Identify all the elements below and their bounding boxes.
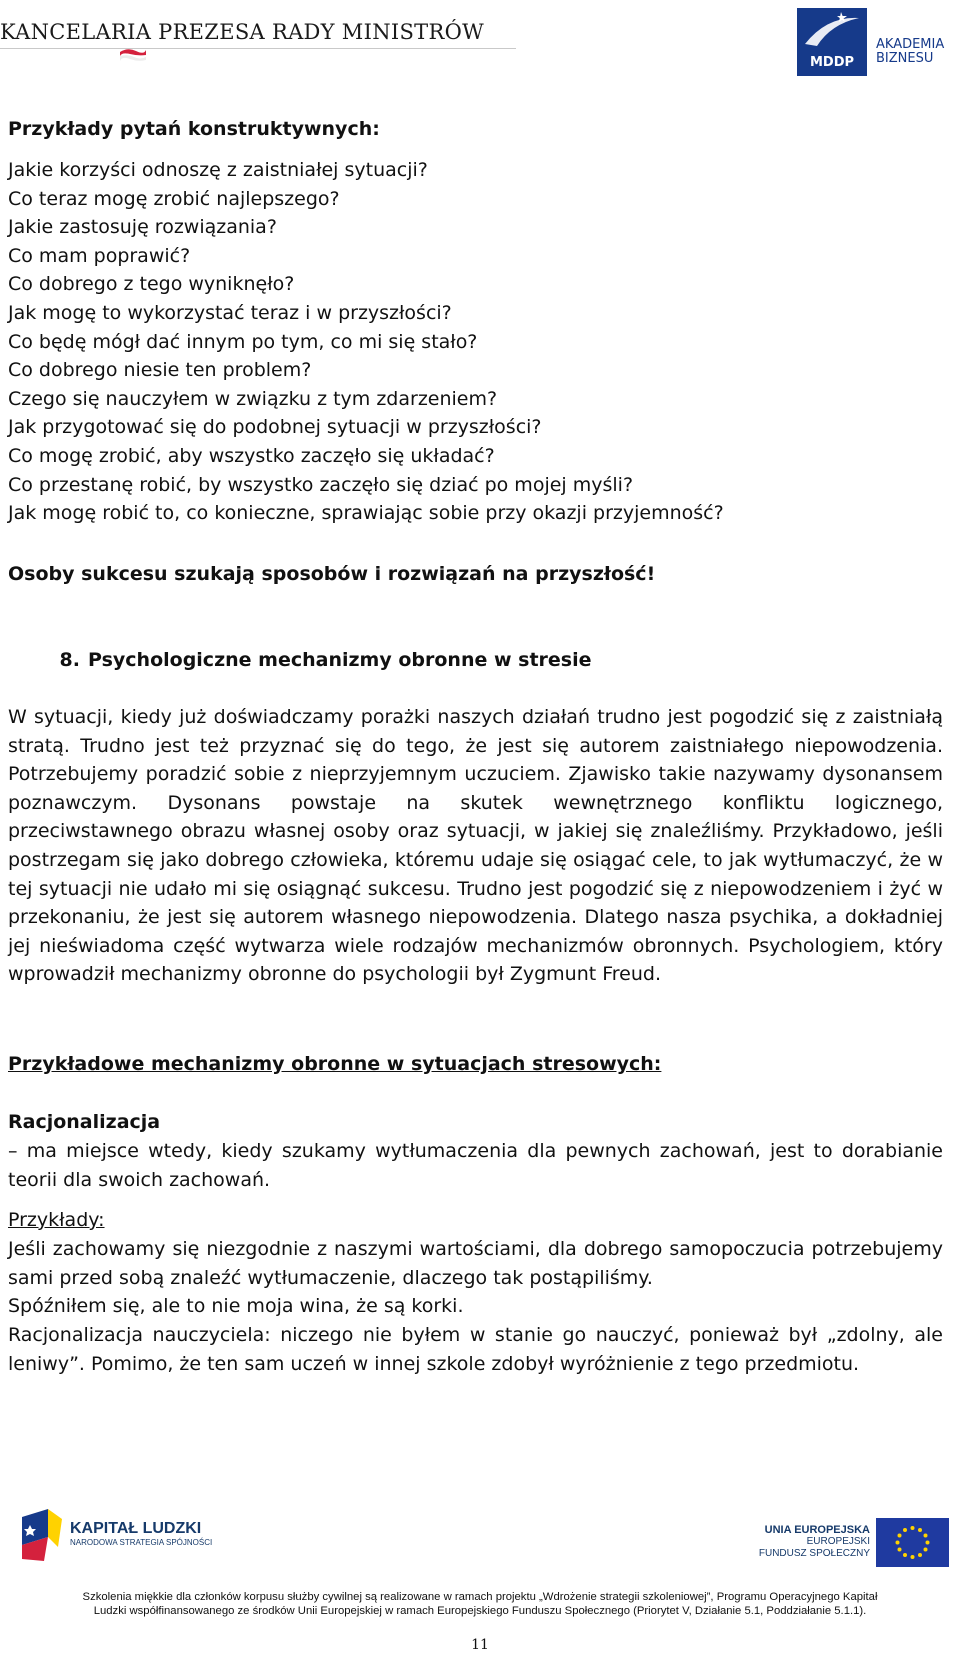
academy-line-1: AKADEMIA (876, 37, 945, 52)
list-item: Jakie korzyści odnoszę z zaistniałej sytuacji? (8, 159, 428, 181)
examples-heading: Przykładowe mechanizmy obronne w sytuacjach stresowych: (8, 1053, 662, 1075)
list-item: Co mogę zrobić, aby wszystko zaczęło się układać? (8, 444, 495, 467)
academy-logo-text (876, 38, 944, 66)
kapital-ludzki-logo (18, 1507, 66, 1563)
mechanism-definition: – ma miejsce wtedy, kiedy szukamy wytłumaczenia dla pewnych zachowań, jest to dorabianie teorii dla swoich zachowań. (8, 1140, 943, 1191)
list-item: Czego się nauczyłem w związku z tym zdarzeniem? (8, 387, 498, 410)
kapital-ludzki-subtitle: NARODOWA STRATEGIA SPÓJNOŚCI (70, 1538, 213, 1547)
kapital-ludzki-title: KAPITAŁ LUDZKI (70, 1520, 202, 1537)
list-item: Co teraz mogę zrobić najlepszego? (8, 187, 340, 210)
section-number: 8. (59, 649, 80, 671)
list-item: Jakie zastosuję rozwiązania? (8, 216, 277, 239)
section-title: Psychologiczne mechanizmy obronne w stresie (88, 649, 592, 671)
questions-heading: Przykłady pytań konstruktywnych: (8, 118, 380, 140)
list-item: Jak mogę robić to, co konieczne, sprawiając sobie przy okazji przyjemność? (8, 502, 724, 525)
list-item: Co dobrego z tego wyniknęło? (8, 273, 295, 296)
funding-note-line-1: Szkolenia miękkie dla członków korpusu służby cywilnej są realizowane w ramach projektu „Wdrożenie strategii szkoleniowej”, Programu Operacyjnego Kapitał (82, 1591, 878, 1603)
eu-line-1: UNIA EUROPEJSKA (764, 1524, 870, 1536)
eu-line-3: FUNDUSZ SPOŁECZNY (758, 1548, 870, 1559)
list-item: Co przestanę robić, by wszystko zaczęło się dziać po mojej myśli? (8, 473, 634, 496)
mechanism-title: Racjonalizacja (8, 1111, 161, 1133)
eu-text (718, 1524, 870, 1560)
example-text: Spóźniłem się, ale to nie moja wina, że są korki. (8, 1295, 464, 1317)
mddp-label: MDDP (809, 55, 855, 70)
success-statement: Osoby sukcesu szukają sposobów i rozwiązań na przyszłość! (8, 563, 656, 585)
list-item: Co dobrego niesie ten problem? (8, 359, 312, 382)
examples-label: Przykłady: (8, 1209, 105, 1231)
questions-list (8, 156, 943, 528)
mddp-logo (797, 8, 867, 76)
list-item: Jak przygotować się do podobnej sytuacji w przyszłości? (8, 416, 542, 439)
list-item: Jak mogę to wykorzystać teraz i w przyszłości? (8, 301, 452, 324)
header-office-title: KANCELARIA PREZESA RADY MINISTRÓW (0, 20, 484, 44)
section-paragraph: W sytuacji, kiedy już doświadczamy porażki naszych działań trudno jest pogodzić się z zaistniałą stratą. Trudno jest też przyznać się do tego, że jest się autorem zaistniałego niepowodzenia. Potrzebujemy poradzić sobie z nieprzyjemnym uczuciem. Zjawisko takie nazywamy dysonansem poznawczym. Dysonans powstaje na skutek wewnętrznego konfliktu logicznego, przeciwstawnego obrazu własnej osoby oraz sytuacji, w jakiej się znaleźliśmy. Przykładowo, jeśli postrzegam się jako dobrego człowieka, któremu udaje się osiągać cele, to jak wytłumaczyć, że w tej sytuacji nie udało mi się osiągnąć sukcesu. Trudno jest pogodzić się z niepowodzeniem i żyć w przekonaniu, że jest się autorem własnego niepowodzenia. Dlatego nasza psychika, a dokładniej jej nieświadoma część wytwarza wiele rodzajów mechanizmów obronnych. Psychologiem, który wprowadził mechanizmy obronne do psychologii był Zygmunt Freud. (8, 706, 943, 986)
header-divider (0, 48, 516, 49)
academy-line-2: BIZNESU (876, 51, 934, 66)
polish-flag-logo (118, 46, 148, 64)
eu-line-2: EUROPEJSKI (806, 1536, 870, 1547)
list-item: Co będę mógł dać innym po tym, co mi się stało? (8, 330, 478, 353)
example-text: Jeśli zachowamy się niezgodnie z naszymi wartościami, dla dobrego samopoczucia potrzebujemy sami przed sobą znaleźć wytłumaczenie, dlaczego tak postąpiliśmy. (8, 1238, 943, 1289)
list-item: Co mam poprawić? (8, 244, 191, 267)
funding-note (0, 1590, 960, 1618)
swoosh-icon (797, 8, 867, 54)
funding-note-line-2: Ludzki współfinansowanego ze środków Unii Europejskiej w ramach Europejskiego Funduszu Społecznego (Priorytet V, Działanie 5.1, Poddziałanie 5.1.1). (93, 1605, 867, 1617)
eu-flag-icon (876, 1518, 949, 1567)
section-heading (8, 646, 943, 675)
example-text: Racjonalizacja nauczyciela: niczego nie byłem w stanie go nauczyć, ponieważ był „zdolny, ale leniwy”. Pomimo, że ten sam uczeń w innej szkole zdobył wyróżnienie z tego przedmiotu. (8, 1324, 943, 1375)
page-number: 11 (471, 1637, 489, 1653)
